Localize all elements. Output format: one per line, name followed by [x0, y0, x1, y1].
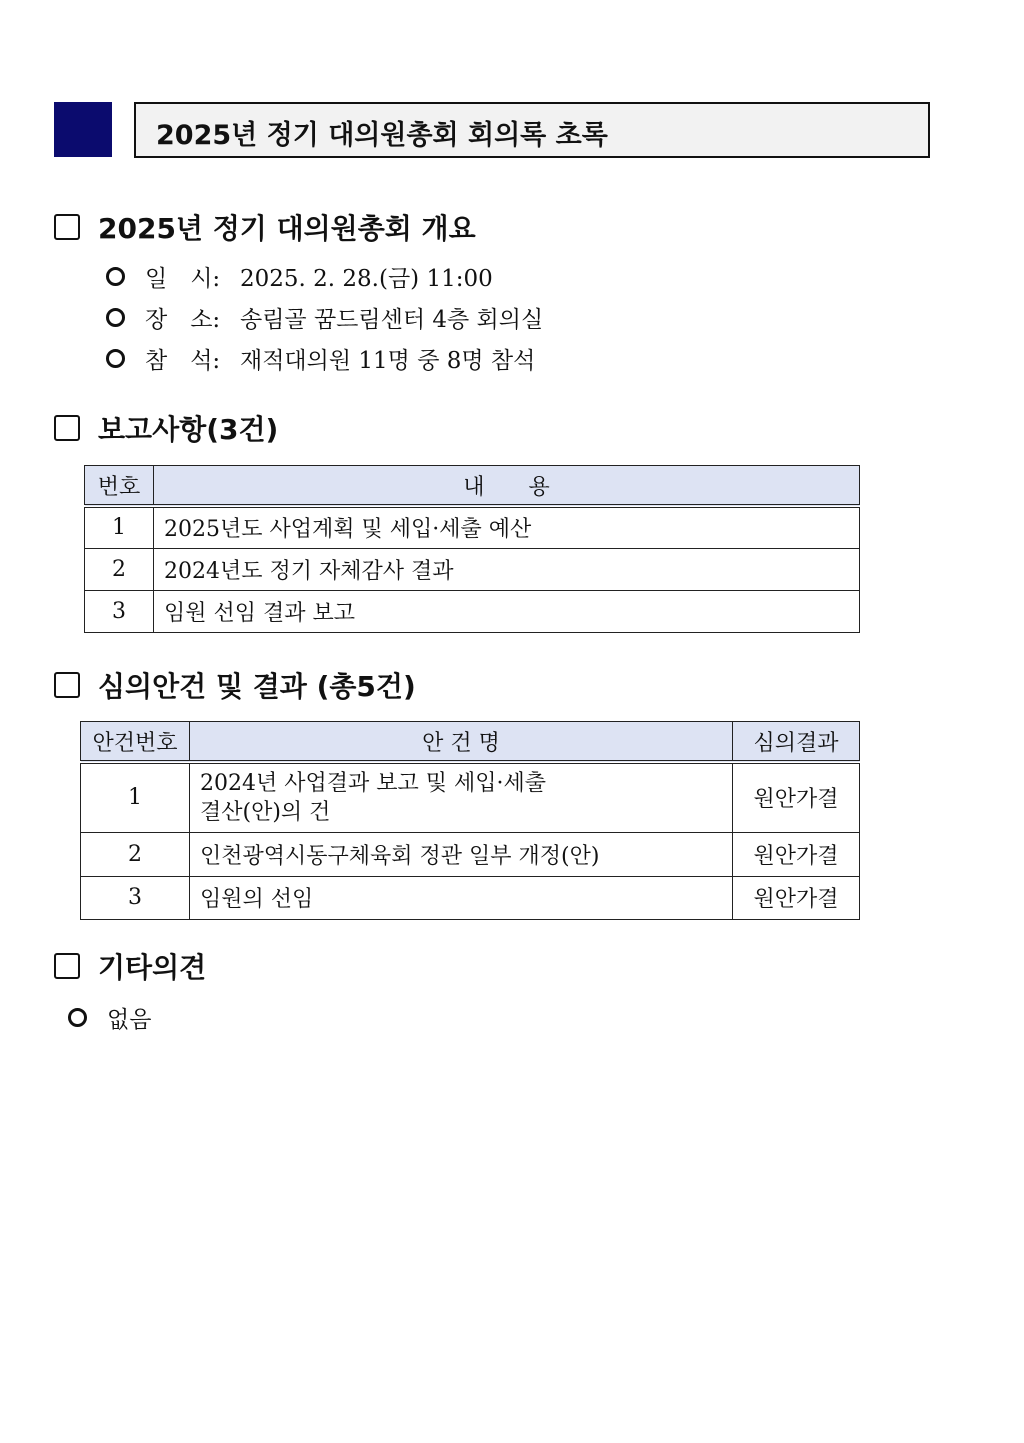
circle-bullet-icon [106, 349, 125, 368]
other-item [68, 1001, 151, 1034]
row-content: 2024년도 정기 자체감사 결과 [154, 548, 860, 590]
title-marker-block [54, 102, 112, 157]
circle-bullet-icon [106, 308, 125, 327]
column-header-title: 안 건 명 [190, 722, 733, 763]
row-number: 3 [81, 876, 190, 919]
row-title [190, 762, 733, 832]
row-number: 1 [81, 762, 190, 832]
item-value: 2025. 2. 28.(금) 11:00 [240, 266, 493, 292]
section-overview-heading [54, 207, 476, 247]
section-title: 보고사항(3건) [98, 413, 279, 446]
table-row [85, 506, 860, 548]
row-title-line2: 결산(안)의 건 [200, 799, 331, 825]
section-title: 심의안건 및 결과 (총5건) [98, 670, 416, 703]
checkbox-square-icon [54, 415, 80, 441]
overview-item-attendance [106, 342, 535, 375]
section-title: 기타의견 [98, 951, 207, 984]
checkbox-square-icon [54, 214, 80, 240]
column-header-result: 심의결과 [733, 722, 860, 763]
item-label: 참 석: [145, 348, 221, 374]
column-header-no: 번호 [85, 466, 154, 507]
item-value: 재적대의원 11명 중 8명 참석 [240, 348, 536, 374]
item-value: 송림골 꿈드림센터 4층 회의실 [240, 307, 544, 333]
item-value: 없음 [107, 1007, 152, 1033]
table-row [81, 876, 860, 919]
table-row [85, 590, 860, 632]
row-number: 1 [85, 506, 154, 548]
table-header-row [85, 466, 860, 507]
table-row [81, 832, 860, 876]
row-number: 2 [81, 832, 190, 876]
column-header-content: 내 용 [154, 466, 860, 507]
section-title: 2025년 정기 대의원총회 개요 [98, 212, 476, 245]
section-other-heading [54, 946, 206, 986]
agenda-table [80, 721, 860, 920]
row-result: 원안가결 [733, 876, 860, 919]
table-header-row [81, 722, 860, 763]
table-row [81, 762, 860, 832]
row-title: 인천광역시동구체육회 정관 일부 개정(안) [190, 832, 733, 876]
section-agenda-heading [54, 665, 416, 705]
section-reports-heading [54, 408, 278, 448]
row-content: 임원 선임 결과 보고 [154, 590, 860, 632]
row-result: 원안가결 [733, 762, 860, 832]
table-row [85, 548, 860, 590]
checkbox-square-icon [54, 672, 80, 698]
overview-item-date [106, 260, 493, 293]
item-label: 일 시: [145, 266, 221, 292]
row-title: 임원의 선임 [190, 876, 733, 919]
row-content: 2025년도 사업계획 및 세입·세출 예산 [154, 506, 860, 548]
circle-bullet-icon [106, 267, 125, 286]
row-number: 3 [85, 590, 154, 632]
reports-table [84, 465, 860, 633]
overview-item-place [106, 301, 543, 334]
row-result: 원안가결 [733, 832, 860, 876]
circle-bullet-icon [68, 1008, 87, 1027]
item-label: 장 소: [145, 307, 221, 333]
row-number: 2 [85, 548, 154, 590]
document-title: 2025년 정기 대의원총회 회의록 초록 [156, 120, 608, 151]
title-box [134, 102, 930, 158]
checkbox-square-icon [54, 953, 80, 979]
row-title-line1: 2024년 사업결과 보고 및 세입·세출 [200, 770, 546, 796]
column-header-no: 안건번호 [81, 722, 190, 763]
